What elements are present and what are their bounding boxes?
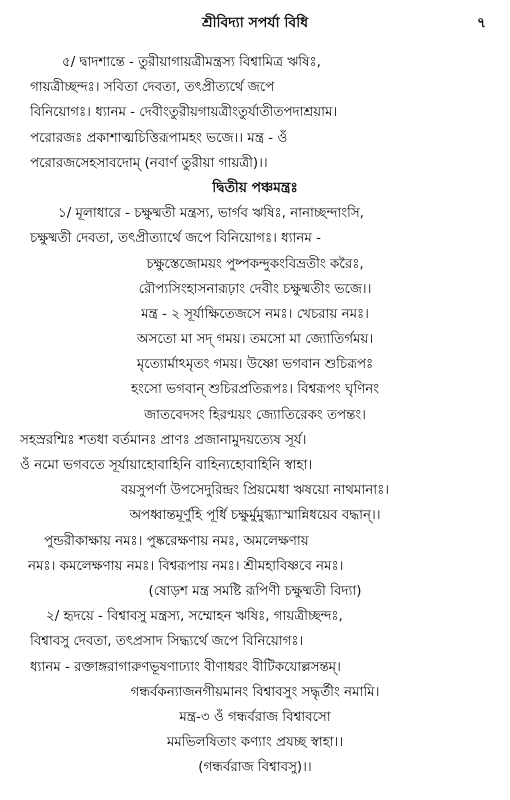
text-line: (গন্ধর্বরাজ বিশ্বাবসু)।। — [198, 760, 312, 776]
text-line: মমভিলষিতাং কণ্যাং প্রযচ্ছ স্বাহা।। — [166, 735, 344, 751]
text-line: পরোরজসেহসাবদোম্ (নবার্ণ তুরীয়া গায়ত্রী)।। — [30, 155, 268, 171]
text-line: বিশ্বাবসু দেবতা, তৎপ্রসাদ সিদ্ধ্যর্থে জপে বিনিয়োগঃ। — [30, 634, 304, 650]
text-line: (ষোড়শ মন্ত্র সমষ্টি রূপিণী চক্ষুষ্মতী বিদ্যা) — [148, 583, 362, 599]
text-line: নমঃ। কমলেক্ষণায় নমঃ। বিশ্বরূপায় নমঃ। শ্রীমহাবিষ্ণবে নমঃ। — [28, 558, 344, 574]
text-line: পরোরজঃ প্রকাশাত্মচিত্তিরূপামহং ভজে।। মন্ত্র - ওঁ — [30, 130, 288, 146]
text-line: মৃত্যোর্মাঽমৃতং গময়। উষ্ণো ভগবান শুচিরূপঃ — [136, 357, 374, 373]
text-line: বয়সুপর্ণা উপসেদুরিন্দ্রং প্রিয়মেধা ঋষয়ো নাথমানাঃ। — [120, 483, 390, 499]
page-number: ৭ — [476, 15, 486, 31]
text-line: ৫/ দ্বাদশান্তে - তুরীয়াগায়ত্রীমন্ত্রস্য বিশ্বামিত্র ঋষিঃ, — [62, 55, 321, 70]
text-line: মন্ত্র - ২ সূর্যাক্ষিতেজসে নমঃ। খেচরায় নমঃ। — [141, 306, 369, 322]
text-line: বিনিয়োগঃ। ধ্যানম - দেবীংতুরীয়গায়ত্রীংতুর্যাতীতপদাশ্রয়াম। — [30, 105, 338, 121]
page-header — [0, 11, 510, 35]
text-line: ২/ হৃদয়ে - বিশ্বাবসু মন্ত্রস্য, সম্মোহন ঋষিঃ, গায়ত্রীচ্ছন্দঃ, — [46, 609, 343, 625]
text-line: চক্ষুষ্মতী দেবতা, তৎপ্রীত্যার্থে জপে বিনিয়োগঃ। ধ্যানম - — [30, 231, 321, 247]
text-line: মন্ত্র-৩ ওঁ গন্ধর্বরাজ বিশ্বাবসো — [179, 709, 331, 725]
page-body — [0, 50, 510, 780]
text-line: গন্ধর্বকন্যাজনগীয়মানং বিশ্বাবসুং সদ্ধৃর্তীং নমামি। — [130, 684, 380, 700]
text-line: ধ্যানম - রক্তাঙ্গরাগারুণভূষণাঢ্যাং বীণাধরং বীটিকযোল্লসন্তম্। — [30, 659, 341, 675]
text-line: চক্ষুস্তেজোময়ং পুষ্পকন্দুকংবিভ্রতীং করৈঃ, — [146, 256, 364, 272]
text-line: জাতবেদসং হিরণ্ময়ং জ্যোতিরেকং তপন্তং। — [144, 407, 366, 423]
text-line: সহস্ররশ্মিঃ শতধা বর্তমানঃ প্রাণঃ প্রজানামুদয়ত্যেষ সূর্য। — [20, 432, 307, 448]
running-head: শ্রীবিদ্যা সপর্যা বিধি — [201, 15, 309, 31]
section-heading: দ্বিতীয় পঞ্চমন্ত্রঃ — [212, 179, 298, 196]
text-line: অপধ্বান্তমূর্ণুহি পূর্ধি চক্ষুর্মুমুগ্ধ্যাস্মান্নিধয়েব বদ্ধান্।। — [129, 508, 381, 524]
text-line: গায়ত্রীচ্ছন্দঃ। সবিতা দেবতা, তৎপ্রীত্যর্থে জপে — [30, 80, 275, 96]
text-line: ওঁ নমো ভগবতে সূর্যায়াহোবাহিনি বাহিন্যহোবাহিনি স্বাহা। — [20, 458, 313, 473]
text-line: ১/ মূলাধারে - চক্ষুষ্মতী মন্ত্রস্য, ভার্গব ঋষিঃ, নানাচ্ছন্দাংসি, — [58, 206, 364, 222]
text-line: পুন্ডরীকাক্ষায় নমঃ। পুষ্করেক্ষণায় নমঃ, অমলেক্ষণায় — [44, 533, 309, 549]
text-line: রৌপ্যসিংহাসনারূঢ়াং দেবীং চক্ষুষ্মতীং ভজে।। — [138, 281, 372, 297]
text-line: হংসো ভগবান্ শুচিরপ্রতিরূপঃ। বিশ্বরূপং ঘৃণিনং — [130, 382, 380, 398]
text-line: অসতো মা সদ্ গময়। তমসো মা জ্যোতির্গময়। — [136, 332, 374, 348]
